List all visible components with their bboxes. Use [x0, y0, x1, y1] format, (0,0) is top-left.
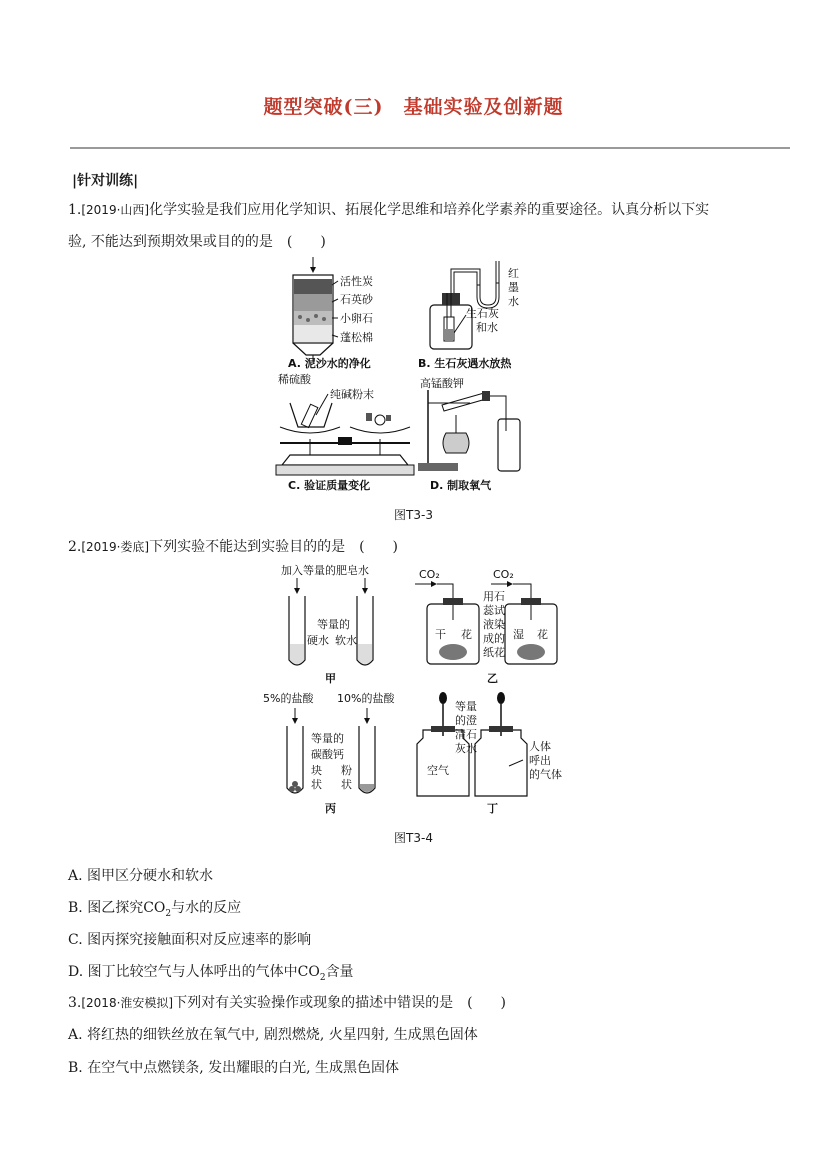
apparatus-yi: [415, 568, 557, 685]
q2-option-b: B. 图乙探究$CO_2$与水的反应: [68, 900, 242, 919]
label-dilute-sulfuric-acid: 稀硫酸: [278, 373, 311, 386]
q2-number: 2.: [68, 539, 82, 555]
apparatus-jia: [281, 563, 373, 685]
label-co2-right: CO₂: [493, 568, 514, 581]
q3-text: 下列对有关实验操作或现象的描述中错误的是 ( ): [173, 995, 507, 1011]
label-litmus-4: 成的: [483, 632, 505, 645]
label-10-percent-hcl: 10%的盐酸: [337, 692, 395, 705]
label-shape-2: 状: [341, 778, 352, 791]
q1-text: 化学实验是我们应用化学知识、拓展化学思维和培养化学素养的重要途径。认真分析以下实: [149, 202, 710, 218]
label-hard-water: 硬水: [307, 634, 329, 647]
label-human-3: 的气体: [529, 768, 562, 781]
caption-c: C. 验证质量变化: [288, 479, 371, 492]
label-limewater-1: 的澄: [455, 714, 477, 727]
q3-option-b: B. 在空气中点燃镁条, 发出耀眼的白光, 生成黑色固体: [68, 1060, 399, 1076]
apparatus-c-balance: [276, 372, 414, 492]
label-litmus-3: 液染: [483, 618, 505, 631]
label-litmus-5: 纸花: [483, 646, 505, 659]
q3-source: [2018·淮安模拟]: [81, 996, 174, 1010]
apparatus-d-oxygen: [418, 376, 520, 492]
label-quicklime: 生石灰: [466, 307, 499, 320]
page-title: 题型突破(三) 基础实验及创新题: [263, 96, 564, 118]
label-air: 空气: [427, 764, 449, 777]
q3-line: [68, 992, 506, 1012]
label-equal-amount: 等量的: [317, 618, 350, 631]
label-lump: 块: [311, 764, 322, 777]
label-soda-powder: 纯碱粉末: [330, 388, 374, 401]
caption-ding: 丁: [487, 802, 498, 815]
q1-source: [2019·山西]: [81, 203, 150, 217]
label-human-1: 人体: [529, 740, 551, 753]
label-wet: 湿: [513, 628, 524, 641]
apparatus-b-flask: [418, 261, 519, 370]
label-litmus-1: 用石: [483, 590, 505, 603]
label-limewater-3: 灰水: [455, 742, 477, 755]
label-shape-1: 状: [311, 778, 322, 791]
apparatus-a-filter: [288, 257, 374, 370]
figure-t3-3: [270, 255, 560, 500]
label-ink: 墨: [508, 281, 519, 294]
label-litmus-2: 蕊试: [483, 604, 505, 617]
q1-number: 1.: [68, 202, 82, 218]
label-co2-left: CO₂: [419, 568, 440, 581]
q2-option-a: A. 图甲区分硬水和软水: [68, 868, 214, 884]
label-pebbles: 小卵石: [340, 312, 373, 325]
caption-yi: 乙: [487, 672, 498, 685]
label-equal-amount-2: 等量的: [311, 732, 344, 745]
q2-option-d: D. 图丁比较空气与人体呼出的气体中$CO_2$含量: [68, 964, 354, 983]
label-cotton: 蓬松棉: [340, 331, 373, 344]
q2-option-c: C. 图丙探究接触面积对反应速率的影响: [68, 932, 312, 948]
label-red: 红: [508, 267, 519, 280]
q2-text: 下列实验不能达到实验目的的是 ( ): [149, 539, 399, 555]
figure-caption-t3-3: 图T3-3: [394, 508, 433, 522]
label-dry: 干: [435, 628, 446, 641]
caption-d: D. 制取氧气: [430, 479, 492, 492]
figure-caption-t3-4: 图T3-4: [394, 831, 433, 845]
label-flower-wet: 花: [537, 628, 548, 641]
title-divider: [70, 147, 790, 149]
caption-a: A. 泥沙水的净化: [288, 357, 371, 370]
q1-line2: 验, 不能达到预期效果或目的的是 ( ): [68, 234, 326, 250]
caption-bing: 丙: [325, 802, 336, 815]
label-limewater-2: 清石: [455, 728, 477, 741]
label-flower-dry: 花: [461, 628, 472, 641]
apparatus-ding: [417, 692, 562, 815]
q3-number: 3.: [68, 995, 82, 1011]
apparatus-bing: [263, 691, 395, 815]
q2-line: [68, 536, 398, 556]
q3-option-a: A. 将红热的细铁丝放在氧气中, 剧烈燃烧, 火星四射, 生成黑色固体: [68, 1027, 478, 1043]
label-soap-water: 加入等量的肥皂水: [281, 564, 369, 577]
label-5-percent-hcl: 5%的盐酸: [263, 692, 314, 705]
label-activated-carbon: 活性炭: [340, 275, 373, 288]
label-water: 水: [508, 295, 519, 308]
label-and-water: 和水: [476, 321, 498, 334]
label-equal-amount-3: 等量: [455, 700, 477, 713]
caption-b: B. 生石灰遇水放热: [418, 357, 512, 370]
q1-line1: [68, 199, 709, 219]
label-powder: 粉: [341, 764, 352, 777]
label-kmno4: 高锰酸钾: [420, 377, 464, 390]
section-heading: |针对训练|: [72, 173, 139, 189]
label-soft-water: 软水: [335, 634, 357, 647]
label-caco3: 碳酸钙: [311, 748, 344, 761]
caption-jia: 甲: [325, 672, 336, 685]
figure-t3-4: [255, 560, 575, 825]
label-quartz-sand: 石英砂: [340, 293, 373, 306]
label-human-2: 呼出: [529, 754, 551, 767]
q2-source: [2019·娄底]: [81, 540, 150, 554]
